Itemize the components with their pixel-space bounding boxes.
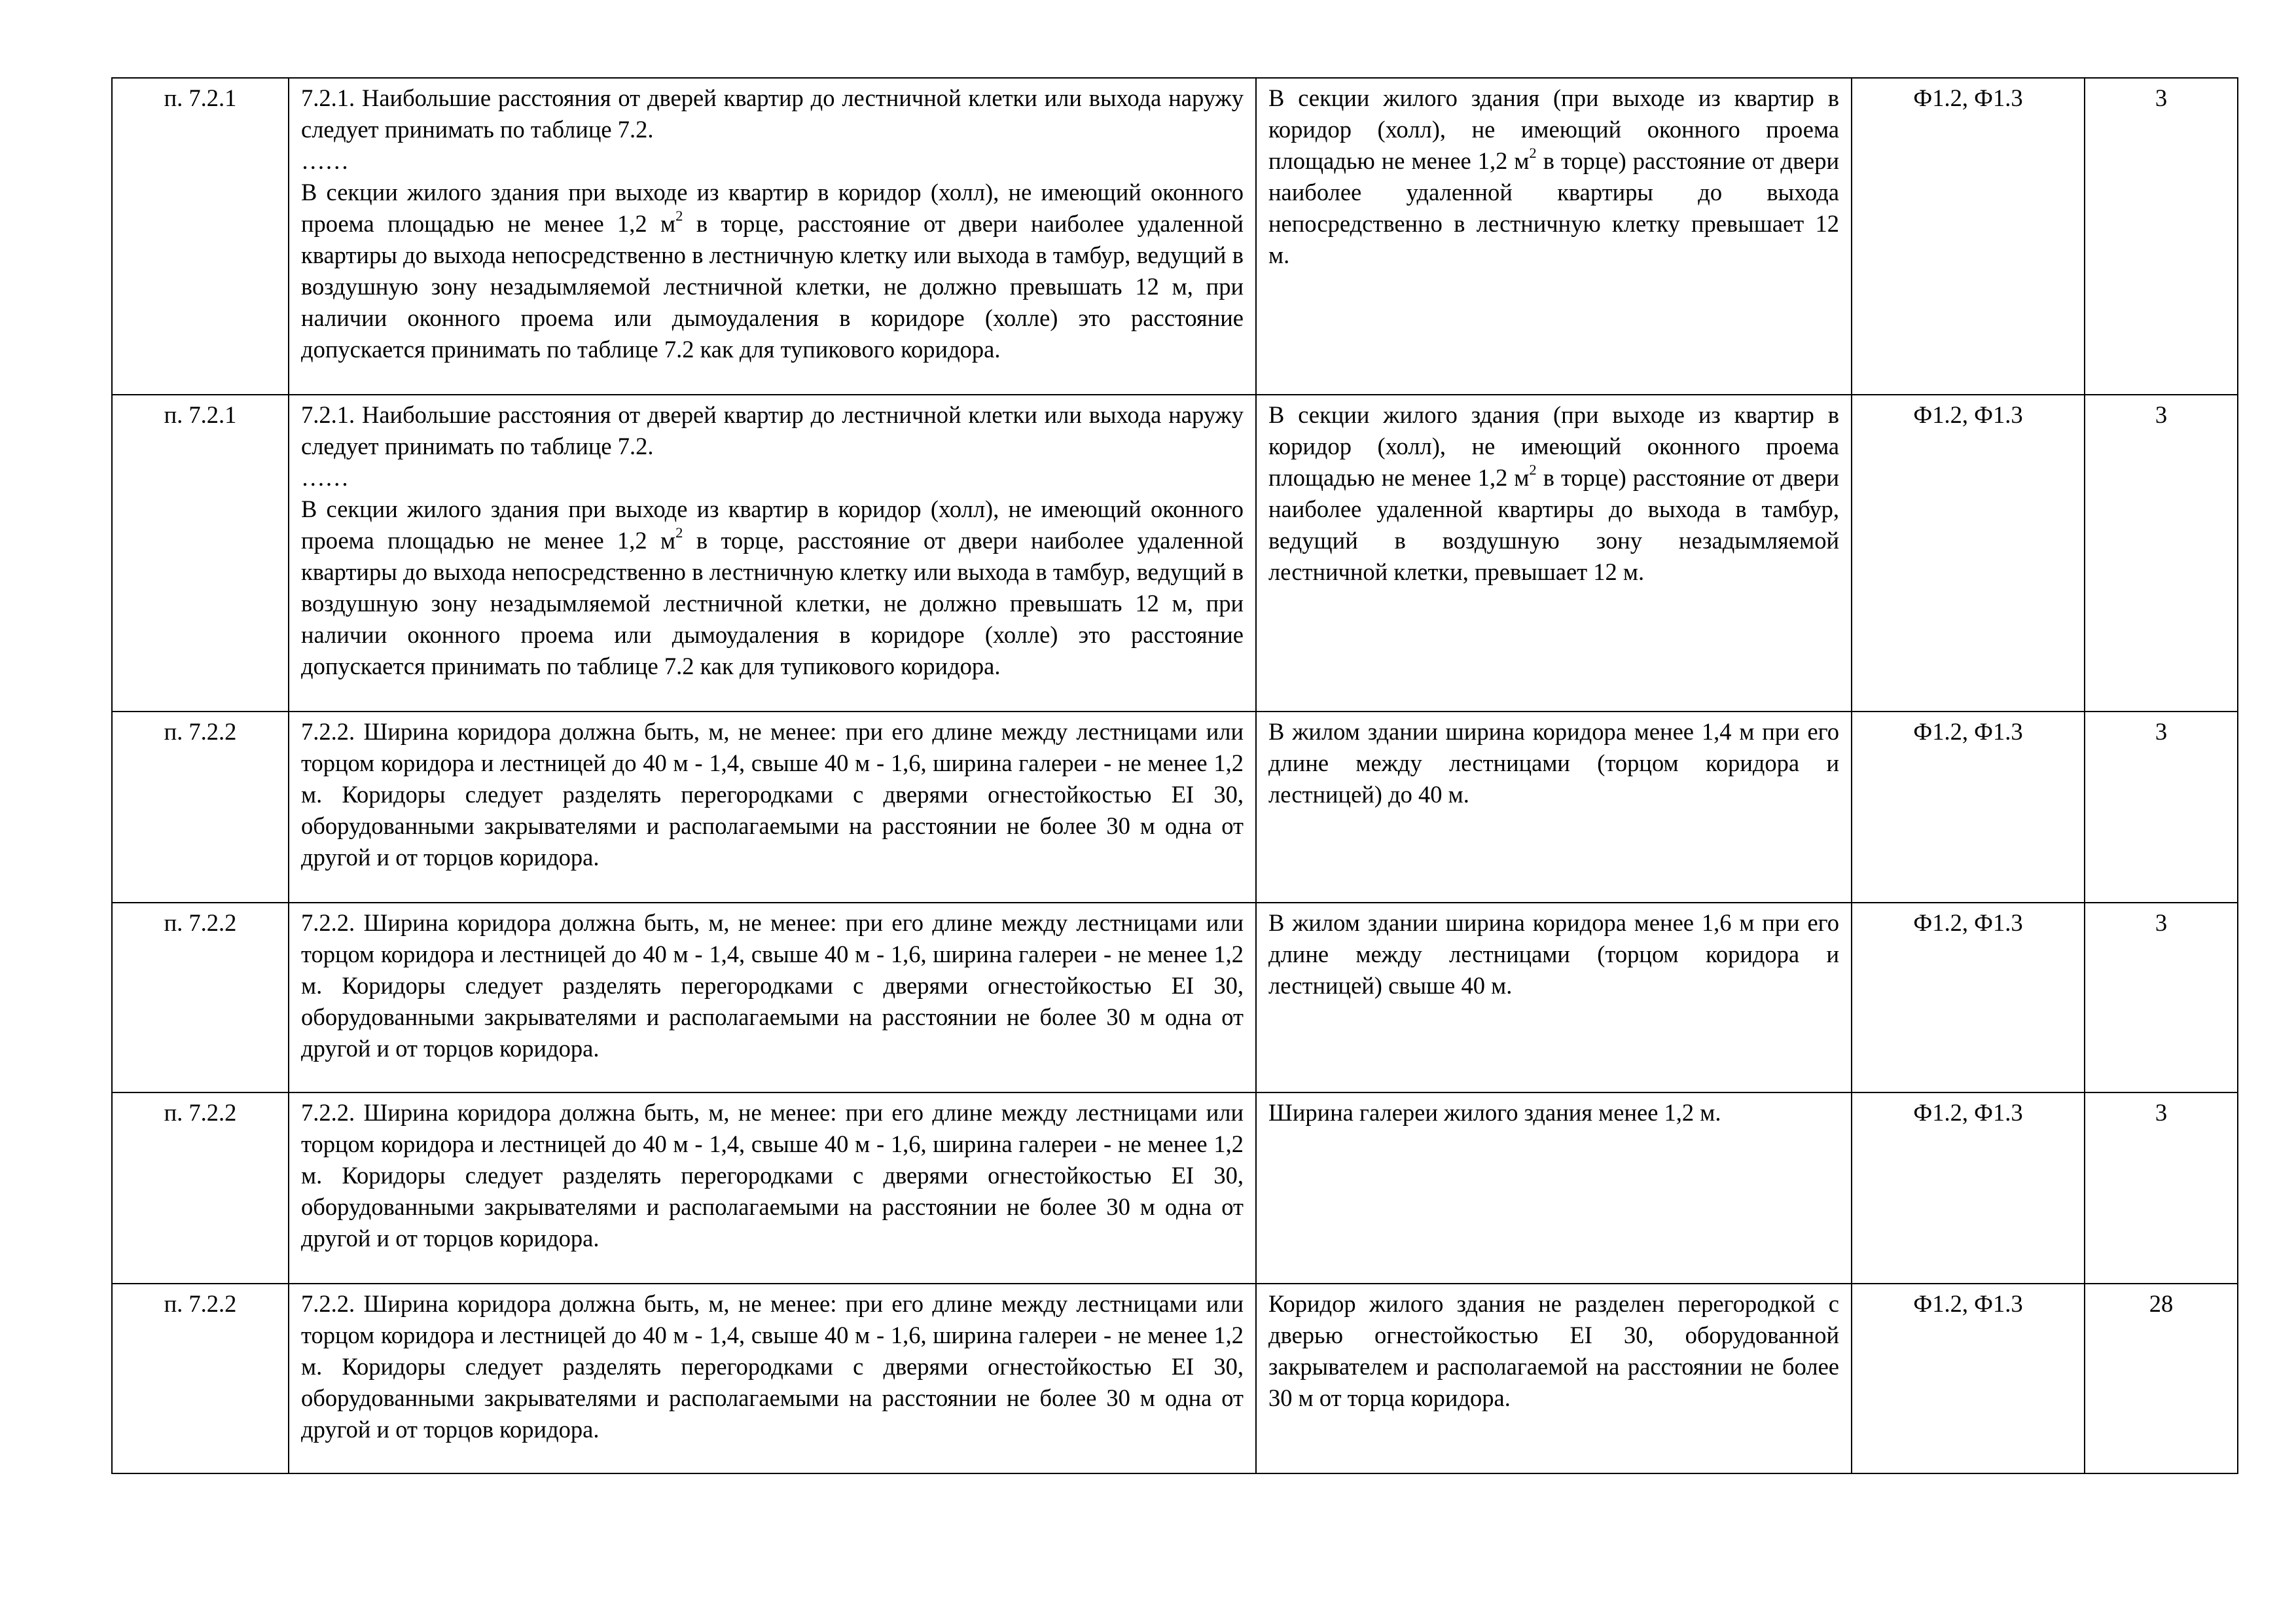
score-cell: 3 xyxy=(2085,903,2238,1092)
table-row xyxy=(112,395,2238,712)
violation-cell: Ширина галереи жилого здания менее 1,2 м. xyxy=(1256,1092,1852,1284)
violation-cell: В жилом здании ширина коридора менее 1,6 м при его длине между лестницами (торцом коридора и лестницей) свыше 40 м. xyxy=(1256,903,1852,1092)
requirement-paragraph: В секции жилого здания при выходе из квартир в коридор (холл), не имеющий оконного проема площадью не менее 1,2 $м^2$ в торце, расстояние от двери наиболее удаленной квартиры до выхода непосредственно в лестничную клетку или выхода в тамбур, ведущий в воздушную зону незадымляемой лестничной клетки, не должно превышать 12 м, при наличии оконного проема или дымоудаления в коридоре (холле) это расстояние допускается принимать по таблице 7.2 как для тупикового коридора. xyxy=(301,179,1244,363)
clause-cell: п. 7.2.2 xyxy=(112,712,289,903)
score-cell: 28 xyxy=(2085,1284,2238,1473)
violation-cell: В жилом здании ширина коридора менее 1,4 м при его длине между лестницами (торцом коридора и лестницей) до 40 м. xyxy=(1256,712,1852,903)
class-cell: Ф1.2, Ф1.3 xyxy=(1852,78,2085,395)
class-cell: Ф1.2, Ф1.3 xyxy=(1852,1284,2085,1473)
requirement-cell xyxy=(289,1092,1256,1284)
class-cell: Ф1.2, Ф1.3 xyxy=(1852,903,2085,1092)
clause-cell: п. 7.2.2 xyxy=(112,1092,289,1284)
requirement-cell xyxy=(289,395,1256,712)
requirement-paragraph: В секции жилого здания при выходе из квартир в коридор (холл), не имеющий оконного проема площадью не менее 1,2 $м^2$ в торце, расстояние от двери наиболее удаленной квартиры до выхода непосредственно в лестничную клетку или выхода в тамбур, ведущий в воздушную зону незадымляемой лестничной клетки, не должно превышать 12 м, при наличии оконного проема или дымоудаления в коридоре (холле) это расстояние допускается принимать по таблице 7.2 как для тупикового коридора. xyxy=(301,496,1244,679)
clause-cell: п. 7.2.1 xyxy=(112,395,289,712)
requirement-paragraph: 7.2.2. Ширина коридора должна быть, м, не менее: при его длине между лестницами или торцом коридора и лестницей до 40 м - 1,4, свыше 40 м - 1,6, ширина галереи - не менее 1,2 м. Коридоры следует разделять перегородками с дверями огнестойкостью EI 30, оборудованными закрывателями и располагаемыми на расстоянии не более 30 м одна от другой и от торцов коридора. xyxy=(301,909,1244,1062)
requirement-paragraph: 7.2.2. Ширина коридора должна быть, м, не менее: при его длине между лестницами или торцом коридора и лестницей до 40 м - 1,4, свыше 40 м - 1,6, ширина галереи - не менее 1,2 м. Коридоры следует разделять перегородками с дверями огнестойкостью EI 30, оборудованными закрывателями и располагаемыми на расстоянии не более 30 м одна от другой и от торцов коридора. xyxy=(301,718,1244,871)
requirement-paragraph: …… xyxy=(301,147,349,174)
requirement-cell xyxy=(289,78,1256,395)
score-cell: 3 xyxy=(2085,1092,2238,1284)
class-cell: Ф1.2, Ф1.3 xyxy=(1852,1092,2085,1284)
requirement-paragraph: 7.2.2. Ширина коридора должна быть, м, не менее: при его длине между лестницами или торцом коридора и лестницей до 40 м - 1,4, свыше 40 м - 1,6, ширина галереи - не менее 1,2 м. Коридоры следует разделять перегородками с дверями огнестойкостью EI 30, оборудованными закрывателями и располагаемыми на расстоянии не более 30 м одна от другой и от торцов коридора. xyxy=(301,1290,1244,1443)
requirement-cell xyxy=(289,712,1256,903)
clause-cell: п. 7.2.1 xyxy=(112,78,289,395)
score-cell: 3 xyxy=(2085,712,2238,903)
requirement-paragraph: 7.2.2. Ширина коридора должна быть, м, не менее: при его длине между лестницами или торцом коридора и лестницей до 40 м - 1,4, свыше 40 м - 1,6, ширина галереи - не менее 1,2 м. Коридоры следует разделять перегородками с дверями огнестойкостью EI 30, оборудованными закрывателями и располагаемыми на расстоянии не более 30 м одна от другой и от торцов коридора. xyxy=(301,1099,1244,1252)
violation-cell: В секции жилого здания (при выходе из квартир в коридор (холл), не имеющий оконного проема площадью не менее 1,2 $м^2$ в торце) расстояние от двери наиболее удаленной квартиры до выхода непосредственно в лестничную клетку превышает 12 м. xyxy=(1256,78,1852,395)
table-row xyxy=(112,712,2238,903)
requirement-paragraph: 7.2.1. Наибольшие расстояния от дверей квартир до лестничной клетки или выхода наружу следует принимать по таблице 7.2. xyxy=(301,84,1244,143)
violation-cell: Коридор жилого здания не разделен перегородкой с дверью огнестойкостью EI 30, оборудованной закрывателем и располагаемой на расстоянии не более 30 м от торца коридора. xyxy=(1256,1284,1852,1473)
clause-cell: п. 7.2.2 xyxy=(112,1284,289,1473)
table-row xyxy=(112,78,2238,395)
requirement-cell xyxy=(289,1284,1256,1473)
table-row xyxy=(112,1284,2238,1473)
score-cell: 3 xyxy=(2085,395,2238,712)
score-cell: 3 xyxy=(2085,78,2238,395)
table-row xyxy=(112,903,2238,1092)
requirements-table xyxy=(111,77,2238,1474)
requirement-cell xyxy=(289,903,1256,1092)
table-row xyxy=(112,1092,2238,1284)
class-cell: Ф1.2, Ф1.3 xyxy=(1852,395,2085,712)
violation-cell: В секции жилого здания (при выходе из квартир в коридор (холл), не имеющий оконного проема площадью не менее 1,2 $м^2$ в торце) расстояние от двери наиболее удаленной квартиры до выхода в тамбур, ведущий в воздушную зону незадымляемой лестничной клетки, превышает 12 м. xyxy=(1256,395,1852,712)
class-cell: Ф1.2, Ф1.3 xyxy=(1852,712,2085,903)
requirement-paragraph: 7.2.1. Наибольшие расстояния от дверей квартир до лестничной клетки или выхода наружу следует принимать по таблице 7.2. xyxy=(301,401,1244,460)
requirement-paragraph: …… xyxy=(301,464,349,491)
clause-cell: п. 7.2.2 xyxy=(112,903,289,1092)
